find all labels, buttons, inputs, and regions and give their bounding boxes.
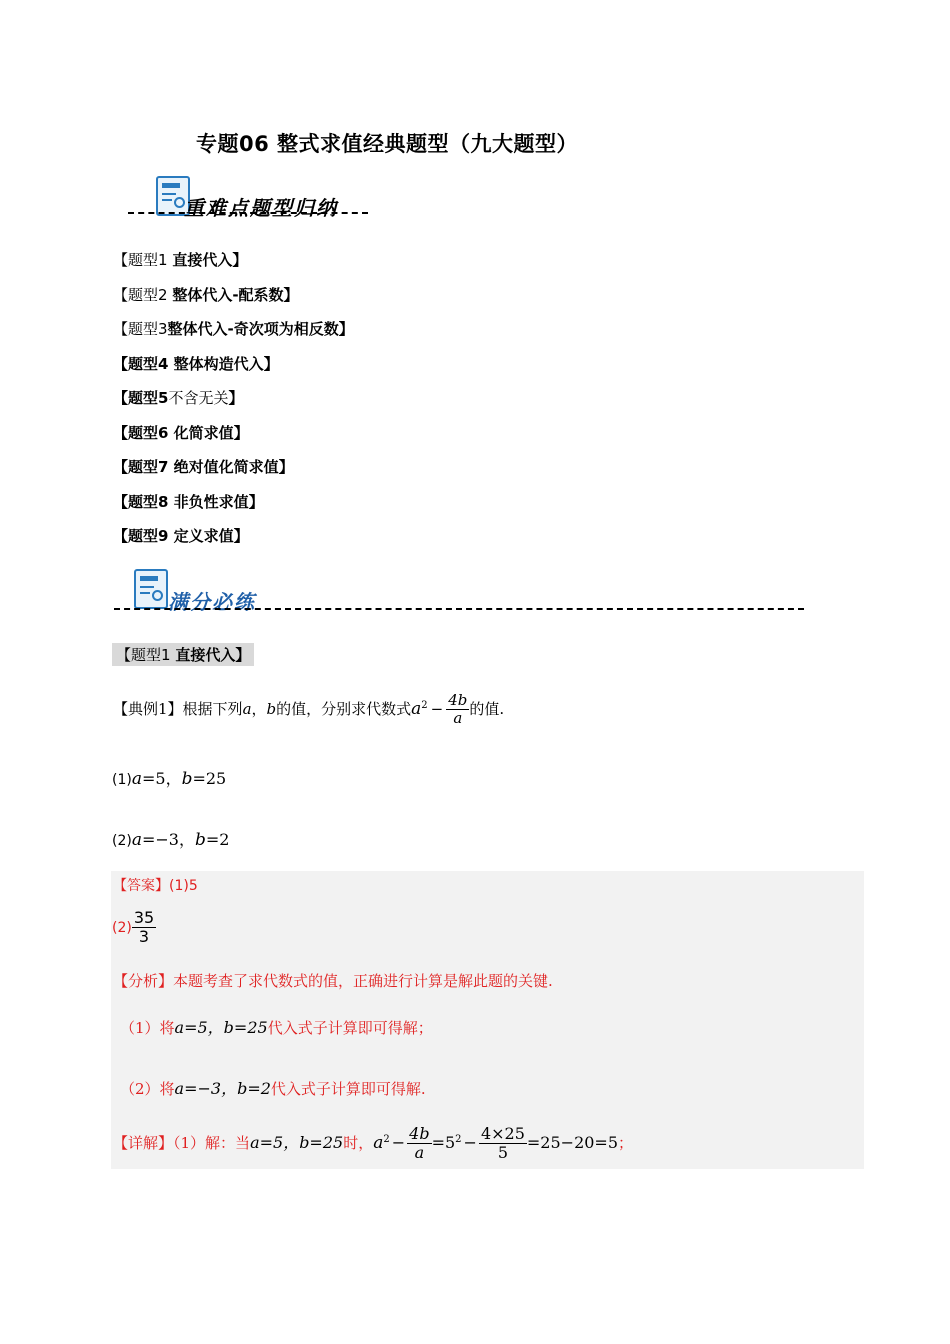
type-item-9: 【题型9 定义求值】 bbox=[113, 527, 249, 545]
fraction: $\frac{4b}{a}$ bbox=[448, 691, 468, 728]
analysis-step-2: （2）将a=−3，b=2代入式子计算即可得解. bbox=[120, 1079, 426, 1098]
question-1: (1)a=5，b=25 bbox=[112, 769, 227, 789]
analysis-step-1: （1）将a=5，b=25代入式子计算即可得解； bbox=[120, 1018, 433, 1037]
fraction: $\frac{4\times 25}{5}$ bbox=[480, 1124, 525, 1163]
type-item-2: 【题型2 整体代入-配系数】 bbox=[113, 286, 299, 304]
type-item-4: 【题型4 整体构造代入】 bbox=[113, 355, 279, 373]
answer-line-1: 【答案】(1)5 bbox=[113, 878, 198, 894]
section-label: 重难点题型归纳 bbox=[184, 196, 338, 220]
type-item-7: 【题型7 绝对值化简求值】 bbox=[113, 458, 294, 476]
type-item-6: 【题型6 化简求值】 bbox=[113, 424, 249, 442]
type-item-1: 【题型1 直接代入】 bbox=[113, 251, 248, 269]
fraction: $\frac{35}{3}$ bbox=[133, 908, 155, 947]
detail: 【详解】（1）解：当a=5，b=25时，$a^2$ − $\frac{4b}{a}$ $=5^2$ − $\frac{4\times 25}{5}$ =25−20=5； bbox=[113, 1124, 634, 1163]
dashed-divider bbox=[114, 608, 804, 610]
page-title: 专题06 整式求值经典题型（九大题型） bbox=[196, 132, 579, 156]
document-search-icon bbox=[134, 569, 168, 609]
type-item-3: 【题型3整体代入-奇次项为相反数】 bbox=[113, 320, 354, 338]
type-item-8: 【题型8 非负性求值】 bbox=[113, 493, 264, 511]
fraction: $\frac{4b}{a}$ bbox=[409, 1124, 430, 1163]
section-header-summary bbox=[128, 174, 373, 224]
section-header-practice bbox=[114, 566, 806, 616]
question-2: (2)a=−3，b=2 bbox=[112, 830, 230, 850]
type-tag: 【题型1 直接代入】 bbox=[112, 643, 254, 666]
dashed-divider bbox=[128, 212, 368, 214]
section-label: 满分必练 bbox=[168, 590, 256, 614]
type-item-5: 【题型5不含无关】 bbox=[113, 389, 244, 407]
analysis: 【分析】本题考查了求代数式的值，正确进行计算是解此题的关键. bbox=[113, 972, 553, 990]
answer-line-2: (2) $\frac{35}{3}$ bbox=[112, 908, 155, 947]
example-question: 【典例1】根据下列a，b的值，分别求代数式$a^2$ − $\frac{4b}{a}$ 的值. bbox=[113, 691, 505, 728]
